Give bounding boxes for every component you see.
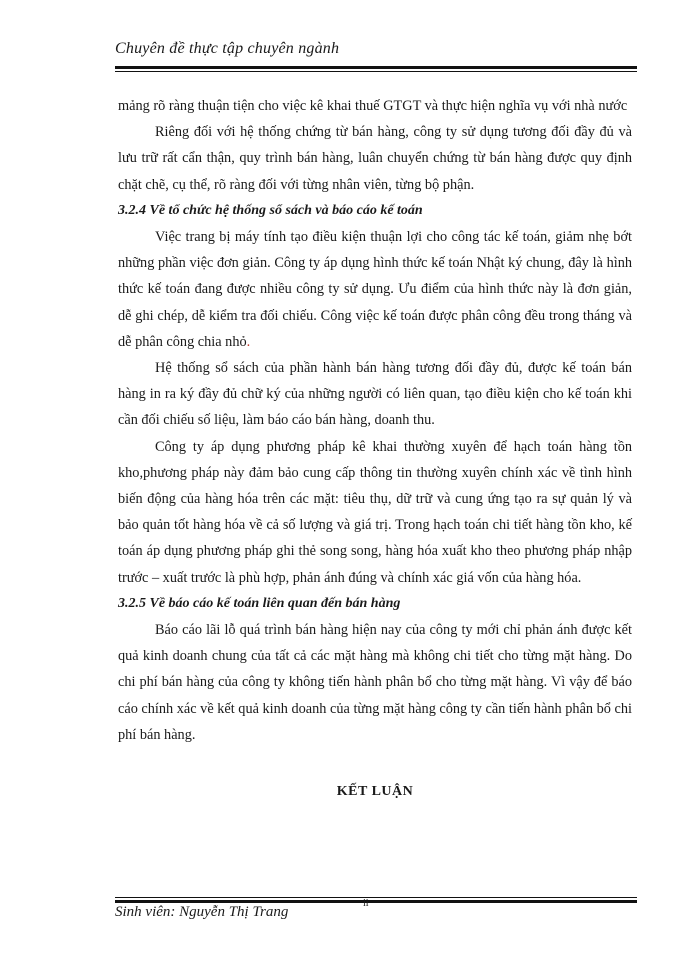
paragraph-inventory: Công ty áp dụng phương pháp kê khai thường xuyên để hạch toán hàng tồn kho,phương pháp này đảm bảo cung cấp thông tin thường xuyên chính xác về tình hình biến động của hàng hóa trên các mặt: tiêu thụ, dữ trữ và cung ứng tạo ra sự quản lý và bảo quản tốt hàng hóa về cả số lượng và giá trị. Trong hạch toán chi tiết hàng tồn kho, kế toán áp dụng phương pháp ghi thẻ song song, hàng hóa xuất kho theo phương pháp nhập trước – xuất trước là phù hợp, phản ánh đúng và chính xác giá vốn của hàng hóa. xyxy=(118,438,632,586)
footer-divider xyxy=(115,897,637,903)
section-heading-3-2-4: 3.2.4 Về tổ chức hệ thống sổ sách và báo cáo kế toán xyxy=(118,202,423,218)
paragraph-computers-text: Việc trang bị máy tính tạo điều kiện thuận lợi cho công tác kế toán, giảm nhẹ bớt những phần việc đơn giản. Công ty áp dụng hình thức kế toán Nhật ký chung, đây là hình thức kế toán đang được nhiều công ty sử dụng. Ưu điểm của hình thức này là đơn giản, dễ ghi chép, dễ kiểm tra đối chiếu. Công việc kế toán được phân công đều trong tháng và dễ phân công chia nhỏ xyxy=(118,229,632,350)
paragraph-continuation: mảng rõ ràng thuận tiện cho việc kê khai thuế GTGT và thực hiện nghĩa vụ với nhà nước xyxy=(118,98,628,114)
paragraph-books: Hệ thống sổ sách của phần hành bán hàng tương đối đầy đủ, được kế toán bán hàng in ra ký đầy đủ chữ ký của những người có liên quan, tạo điều kiện cho kế toán khi cần đối chiếu số liệu, làm báo cáo bán hàng, doanh thu. xyxy=(118,360,632,429)
page-number: ii xyxy=(363,898,369,909)
header-divider xyxy=(115,66,637,72)
paragraph-invoices: Riêng đối với hệ thống chứng từ bán hàng, công ty sử dụng tương đối đầy đủ và lưu trữ rất cẩn thận, quy trình bán hàng, luân chuyển chứng từ bán hàng được quy định chặt chẽ, cụ thể, rõ ràng đối với từng nhân viên, từng bộ phận. xyxy=(118,124,632,193)
footer-student-name: Sinh viên: Nguyễn Thị Trang xyxy=(115,904,289,920)
paragraph-computers-end: . xyxy=(246,333,251,350)
paragraph-computers xyxy=(118,224,632,355)
section-heading-3-2-5: 3.2.5 Về báo cáo kế toán liên quan đến bán hàng xyxy=(118,595,401,611)
document-body xyxy=(118,93,632,800)
paragraph-profit-report: Báo cáo lãi lỗ quá trình bán hàng hiện nay của công ty mới chỉ phản ánh được kết quả kinh doanh chung của tất cả các mặt hàng mà không chi tiết cho từng mặt hàng. Do chi phí bán hàng của công ty không tiến hành phân bổ cho từng mặt hàng. Vì vậy để báo cáo chính xác về kết quả kinh doanh của từng mặt hàng công ty cần tiến hành phân bổ chi phí bán hàng. xyxy=(118,622,632,743)
header-title: Chuyên đề thực tập chuyên ngành xyxy=(115,40,340,57)
conclusion-heading: KẾT LUẬN xyxy=(336,784,414,800)
